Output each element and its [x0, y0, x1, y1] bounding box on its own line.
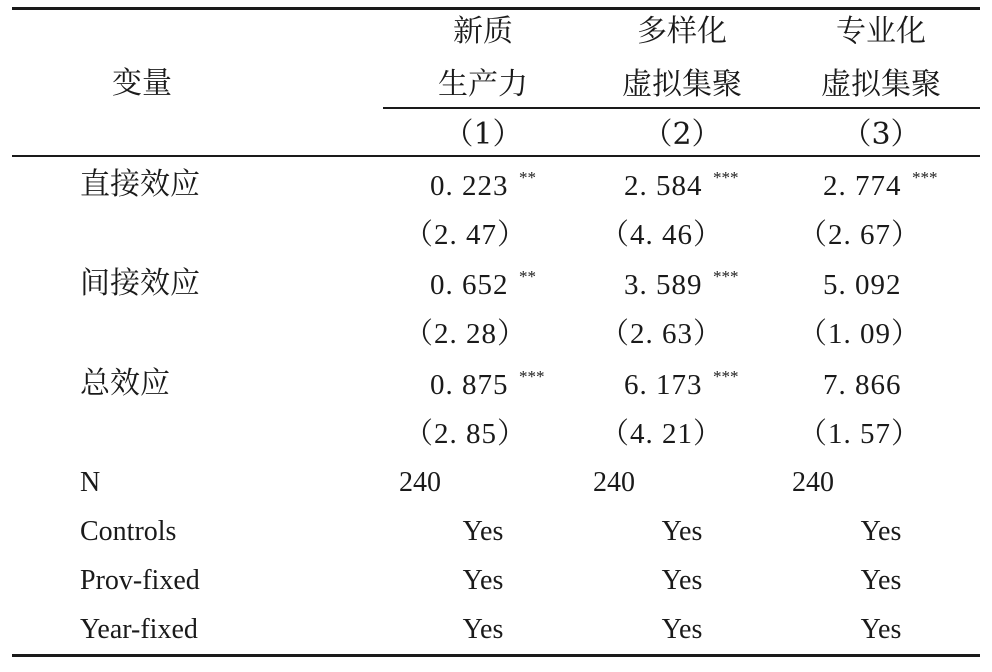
row-year-fixed-label: Year-fixed	[80, 614, 198, 645]
col2-number: （2）	[642, 117, 722, 152]
n-col1: 240	[399, 467, 441, 498]
bottom-rule	[12, 654, 980, 657]
row-total-label: 总效应	[80, 366, 170, 401]
indirect-coef-col3: 5. 092	[823, 269, 902, 301]
variable-header: 变量	[112, 66, 172, 101]
controls-col2: Yes	[661, 516, 703, 547]
indirect-stars-col2: ***	[713, 267, 739, 286]
indirect-t-col2: （2. 63）	[600, 318, 724, 350]
col2-header-line1: 多样化	[637, 14, 727, 49]
direct-stars-col1: **	[519, 168, 536, 187]
header-mid-rule	[383, 107, 980, 109]
prov-fixed-col1: Yes	[462, 565, 504, 596]
indirect-t-col1: （2. 28）	[404, 318, 528, 350]
row-indirect-label: 间接效应	[80, 266, 200, 301]
col1-number: （1）	[443, 117, 523, 152]
direct-stars-col2: ***	[713, 168, 739, 187]
controls-col1: Yes	[462, 516, 504, 547]
total-stars-col2: ***	[713, 367, 739, 386]
n-col2: 240	[593, 467, 635, 498]
n-col3: 240	[792, 467, 834, 498]
indirect-stars-col1: **	[519, 267, 536, 286]
direct-coef-col3: 2. 774	[823, 170, 902, 202]
top-rule	[12, 7, 980, 10]
row-direct-label: 直接效应	[80, 167, 200, 202]
total-coef-col2: 6. 173	[624, 369, 703, 401]
prov-fixed-col2: Yes	[661, 565, 703, 596]
direct-t-col3: （2. 67）	[798, 219, 922, 251]
prov-fixed-col3: Yes	[860, 565, 902, 596]
col1-header-line2: 生产力	[438, 67, 528, 102]
row-controls-label: Controls	[80, 516, 177, 547]
total-t-col3: （1. 57）	[798, 418, 922, 450]
col3-header-line2: 虚拟集聚	[821, 67, 941, 102]
indirect-coef-col1: 0. 652	[430, 269, 509, 301]
direct-stars-col3: ***	[912, 168, 938, 187]
controls-col3: Yes	[860, 516, 902, 547]
header-bottom-rule	[12, 155, 980, 157]
total-t-col2: （4. 21）	[600, 418, 724, 450]
direct-coef-col1: 0. 223	[430, 170, 509, 202]
direct-t-col1: （2. 47）	[404, 219, 528, 251]
total-coef-col3: 7. 866	[823, 369, 902, 401]
indirect-coef-col2: 3. 589	[624, 269, 703, 301]
year-fixed-col3: Yes	[860, 614, 902, 645]
year-fixed-col2: Yes	[661, 614, 703, 645]
col2-header-line2: 虚拟集聚	[622, 67, 742, 102]
row-n-label: N	[80, 467, 101, 498]
col1-header-line1: 新质	[453, 14, 513, 49]
total-coef-col1: 0. 875	[430, 369, 509, 401]
col3-header-line1: 专业化	[836, 14, 926, 49]
year-fixed-col1: Yes	[462, 614, 504, 645]
direct-t-col2: （4. 46）	[600, 219, 724, 251]
row-prov-fixed-label: Prov-fixed	[80, 565, 200, 596]
direct-coef-col2: 2. 584	[624, 170, 703, 202]
total-t-col1: （2. 85）	[404, 418, 528, 450]
indirect-t-col3: （1. 09）	[798, 318, 922, 350]
total-stars-col1: ***	[519, 367, 545, 386]
col3-number: （3）	[841, 117, 921, 152]
